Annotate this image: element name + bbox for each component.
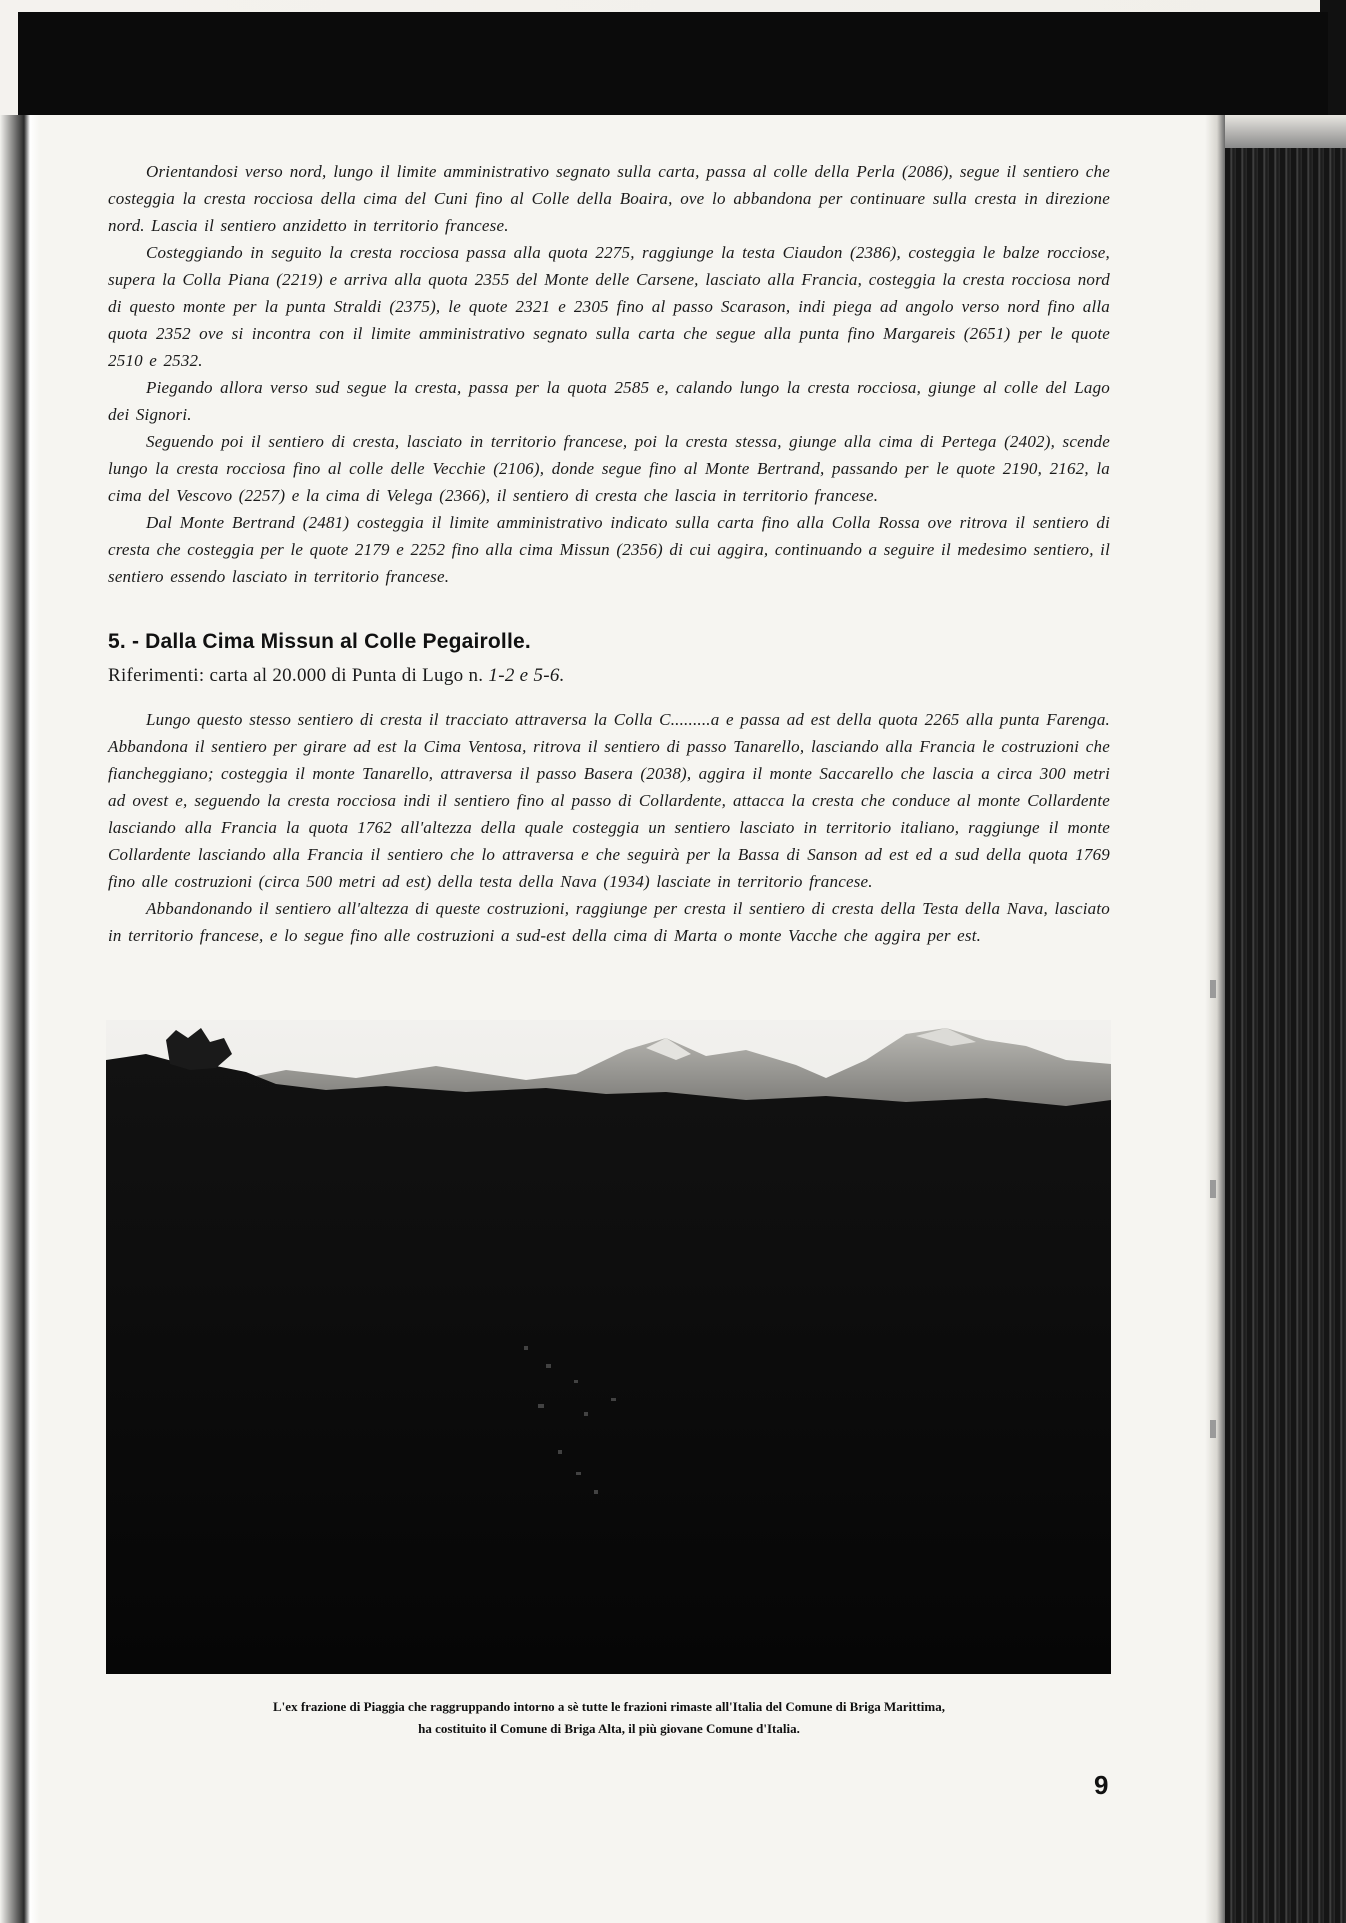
binding-mark	[1210, 980, 1216, 998]
caption-line-2: ha costituito il Comune di Briga Alta, il più giovane Comune d'Italia.	[418, 1721, 800, 1736]
paragraph: Costeggiando in seguito la cresta rocciosa passa alla quota 2275, raggiunge la testa Ciaudon (2386), costeggia le balze rocciose, supera la Colla Piana (2219) e arriva alla quota 2355 del Monte delle Carsene, lasciato alla Francia, costeggia la cresta rocciosa nord di questo monte per la punta Straldi (2375), le quote 2321 e 2305 fino al passo Scarason, indi piega ad angolo verso nord fino alla quota 2352 ove si incontra con il limite amministrativo segnato sulla carta che segue alla punta fino Margareis (2651) per le quote 2510 e 2532.	[108, 243, 1110, 370]
paragraph: Seguendo poi il sentiero di cresta, lasciato in territorio francese, poi la cresta stessa, giunge alla cima di Pertega (2402), scende lungo la cresta rocciosa fino al colle delle Vecchie (2106), donde segue fino al Monte Bertrand, passando per le quote 2190, 2162, la cima del Vescovo (2257) e la cima di Velega (2366), il sentiero di cresta che lascia in territorio francese.	[108, 432, 1110, 505]
page-number: 9	[1094, 1770, 1109, 1800]
section-2-text	[108, 706, 1110, 949]
paragraph: Dal Monte Bertrand (2481) costeggia il limite amministrativo indicato sulla carta fino alla Colla Rossa ove ritrova il sentiero di cresta che costeggia per le quote 2179 e 2252 fino alla cima Missun (2356) di cui aggira, continuando a seguire il medesimo sentiero, il sentiero essendo lasciato in territorio francese.	[108, 513, 1110, 586]
photo-image	[106, 1020, 1111, 1674]
page-left-edge	[0, 115, 40, 1923]
section-heading: 5. - Dalla Cima Missun al Colle Pegairolle.	[108, 630, 531, 653]
paragraph: Piegando allora verso sud segue la cresta, passa per la quota 2585 e, calando lungo la cresta rocciosa, giunge al colle del Lago dei Signori.	[108, 378, 1110, 424]
references-label: Riferimenti: carta al 20.000 di Punta di Lugo n.	[108, 665, 484, 686]
paragraph: Abbandonando il sentiero all'altezza di queste costruzioni, raggiunge per cresta il sentiero di cresta della Testa della Nava, lasciato in territorio francese, e lo segue fino alle costruzioni a sud-est della cima di Marta o monte Vacche che aggira per est.	[108, 899, 1110, 945]
paragraph: Orientandosi verso nord, lungo il limite amministrativo segnato sulla carta, passa al colle della Perla (2086), segue il sentiero che costeggia la cresta rocciosa della cima del Cuni fino al Colle della Boaira, ove lo abbandona per continuare sulla cresta in direzione nord. Lascia il sentiero anzidetto in territorio francese.	[108, 162, 1110, 235]
section-references	[108, 665, 565, 687]
photo-caption	[108, 1696, 1110, 1740]
landscape-photo	[106, 1020, 1111, 1674]
page-stack-edges	[1225, 148, 1346, 1923]
paragraph: Lungo questo stesso sentiero di cresta il tracciato attraversa la Colla C.........a e passa ad est della quota 2265 alla punta Farenga. Abbandona il sentiero per girare ad est la Cima Ventosa, ritrova il sentiero di passo Tanarello, lasciando alla Francia le costruzioni che fiancheggiano; costeggia il monte Tanarello, attraversa il passo Basera (2038), aggira il monte Saccarello che lascia a circa 300 metri ad ovest e, seguendo la cresta rocciosa indi il sentiero fino al passo di Collardente, attacca la cresta che conduce al monte Collardente lasciando alla Francia la quota 1762 all'altezza della quale costeggia un sentiero lasciato in territorio italiano, raggiunge il monte Collardente lasciando alla Francia il sentiero che lo attraversa e che seguirà per la Bassa di Sanson ad est ed a sud della quota 1769 fino alle costruzioni (circa 500 metri ad est) della testa della Nava (1934) lasciate in territorio francese.	[108, 710, 1110, 891]
binding-mark	[1210, 1180, 1216, 1198]
scan-dark-area	[18, 12, 1328, 115]
page-fold-shadow	[1205, 115, 1225, 1923]
section-1-text	[108, 158, 1110, 590]
references-sheets: 1-2 e 5-6.	[488, 665, 565, 686]
caption-line-1: L'ex frazione di Piaggia che raggruppando intorno a sè tutte le frazioni rimaste all'Italia del Comune di Briga Marittima,	[273, 1699, 945, 1714]
page-stack-top	[1225, 115, 1346, 148]
binding-mark	[1210, 1420, 1216, 1438]
